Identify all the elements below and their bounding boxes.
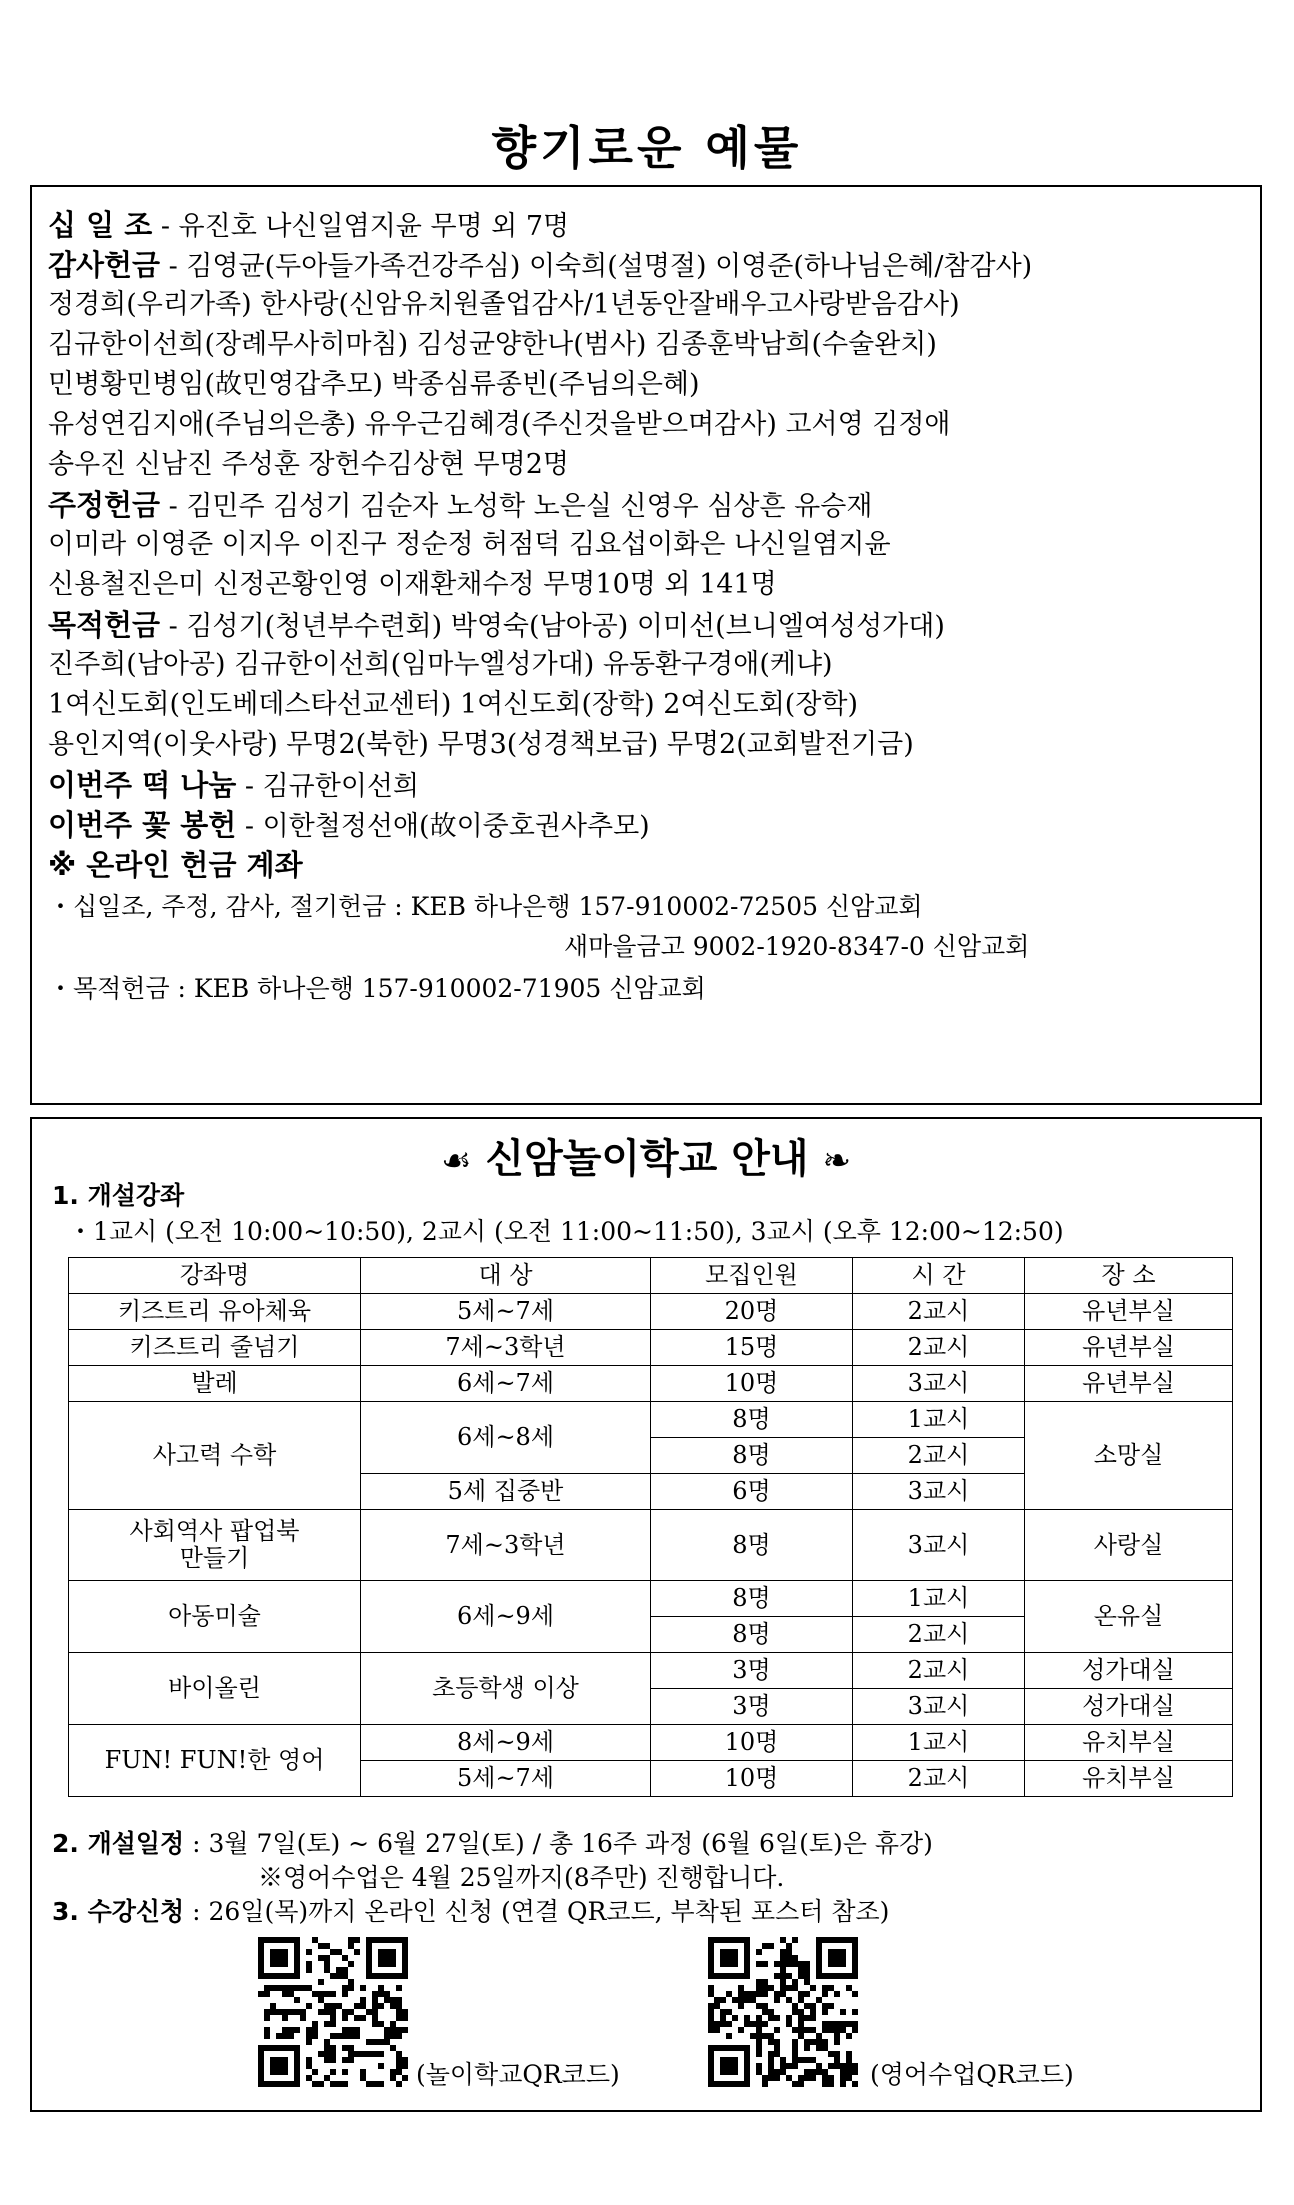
cell: 10명 [651, 1761, 853, 1797]
cell: 20명 [651, 1294, 853, 1330]
cell: 6세~7세 [361, 1366, 651, 1402]
cell: 성가대실 [1025, 1653, 1233, 1689]
header-time: 시 간 [853, 1258, 1025, 1294]
cell: 10명 [651, 1725, 853, 1761]
cell: 5세~7세 [361, 1294, 651, 1330]
cell: 1교시 [853, 1581, 1025, 1617]
cell: 5세 집중반 [361, 1474, 651, 1510]
cell: 8명 [651, 1402, 853, 1438]
rice-cake-line [48, 765, 1250, 807]
online-label: ※ 온라인 헌금 계좌 [48, 848, 303, 882]
weekly-text: - 김민주 김성기 김순자 노성학 노은실 신영우 심상흔 유승재 [160, 491, 873, 522]
section-1-number: 1. 개설강좌 [52, 1181, 185, 1210]
ornament-left-icon: ☙ [441, 1141, 472, 1181]
cell: 7세~3학년 [361, 1510, 651, 1581]
cell: 소망실 [1025, 1402, 1233, 1510]
cell: 6세~8세 [361, 1402, 651, 1474]
cell: 1교시 [853, 1725, 1025, 1761]
cell: 2교시 [853, 1617, 1025, 1653]
cell: 사고력 수학 [69, 1402, 361, 1510]
section-2-number: 2. 개설일정 [52, 1829, 185, 1858]
table-row [69, 1510, 1233, 1581]
course-table [68, 1257, 1233, 1797]
cell: 8명 [651, 1438, 853, 1474]
tithe-line [48, 205, 1250, 247]
cell: 8명 [651, 1581, 853, 1617]
table-row [69, 1366, 1233, 1402]
cell [69, 1510, 361, 1581]
page-title: 향기로운 예물 [491, 121, 803, 175]
cell: 유치부실 [1025, 1761, 1233, 1797]
table-row [69, 1581, 1233, 1617]
thanks-text: - 김영균(두아들가족건강주심) 이숙희(설명절) 이영준(하나님은혜/참감사) [160, 251, 1033, 282]
section-3-line [52, 1895, 889, 1929]
cell: 유치부실 [1025, 1725, 1233, 1761]
cell: 2교시 [853, 1330, 1025, 1366]
thanks-line: 송우진 신남진 주성훈 장헌수김상현 무명2명 [48, 449, 569, 480]
table-header-row [69, 1258, 1233, 1294]
cell: 5세~7세 [361, 1761, 651, 1797]
purpose-line: 용인지역(이웃사랑) 무명2(북한) 무명3(성경책보급) 무명2(교회발전기금) [48, 729, 914, 760]
cell: 3명 [651, 1689, 853, 1725]
cell: 8세~9세 [361, 1725, 651, 1761]
cell: 3교시 [853, 1689, 1025, 1725]
cell: 키즈트리 줄넘기 [69, 1330, 361, 1366]
table-row [69, 1653, 1233, 1689]
cell: 8명 [651, 1510, 853, 1581]
thanks-line: 유성연김지애(주님의은총) 유우근김혜경(주신것을받으며감사) 고서영 김정애 [48, 409, 951, 440]
section-2-line [52, 1827, 933, 1861]
cell: 발레 [69, 1366, 361, 1402]
header-target: 대 상 [361, 1258, 651, 1294]
cell: 2교시 [853, 1294, 1025, 1330]
qr-caption-school: (놀이학교QR코드) [416, 2060, 620, 2089]
purpose-line: 진주희(남아공) 김규한이선희(임마누엘성가대) 유동환구경애(케냐) [48, 649, 833, 680]
purpose-text: - 김성기(청년부수련회) 박영숙(남아공) 이미선(브니엘여성성가대) [160, 611, 945, 642]
cell-line: 사회역사 팝업북 [129, 1517, 300, 1545]
ornament-right-icon: ❧ [822, 1141, 851, 1181]
thanks-line: 민병황민병임(故민영갑추모) 박종심류종빈(주님의은혜) [48, 369, 700, 400]
school-title: 신암놀이학교 안내 [485, 1136, 809, 1182]
cell: 3명 [651, 1653, 853, 1689]
section-2-note: ※영어수업은 4월 25일까지(8주만) 진행합니다. [258, 1863, 785, 1892]
section-2-text: : 3월 7일(토) ~ 6월 27일(토) / 총 16주 과정 (6월 6일(토)은 휴강) [184, 1829, 933, 1858]
school-box [30, 1117, 1262, 2112]
cell: 사랑실 [1025, 1510, 1233, 1581]
cell: 6명 [651, 1474, 853, 1510]
rice-cake-text: - 김규한이선희 [236, 771, 420, 802]
table-row [69, 1294, 1233, 1330]
cell: 8명 [651, 1617, 853, 1653]
weekly-line: 신용철진은미 신정곤황인영 이재환채수정 무명10명 외 141명 [48, 569, 777, 600]
thanks-line [48, 245, 1250, 287]
cell: 키즈트리 유아체육 [69, 1294, 361, 1330]
tithe-label: 십 일 조 [48, 208, 153, 242]
offering-box [30, 185, 1262, 1105]
cell: 초등학생 이상 [361, 1653, 651, 1725]
table-row [69, 1725, 1233, 1761]
cell: 유년부실 [1025, 1330, 1233, 1366]
rice-cake-label: 이번주 떡 나눔 [48, 768, 237, 802]
header-place: 장 소 [1025, 1258, 1233, 1294]
purpose-line: 1여신도회(인도베데스타선교센터) 1여신도회(장학) 2여신도회(장학) [48, 689, 859, 720]
cell: 유년부실 [1025, 1294, 1233, 1330]
qr-caption-english: (영어수업QR코드) [870, 2060, 1074, 2089]
header-capacity: 모집인원 [651, 1258, 853, 1294]
qr-code-icon[interactable] [708, 1937, 858, 2087]
tithe-text: - 유진호 나신일염지윤 무명 외 7명 [152, 211, 570, 242]
cell: 아동미술 [69, 1581, 361, 1653]
thanks-line: 김규한이선희(장례무사히마침) 김성균양한나(범사) 김종훈박남희(수술완치) [48, 329, 937, 360]
section-3-number: 3. 수강신청 [52, 1897, 185, 1926]
online-account-1: ・십일조, 주정, 감사, 절기헌금 : KEB 하나은행 157-910002-72505 신암교회 [48, 892, 923, 921]
school-heading [32, 1127, 1260, 1184]
cell: 7세~3학년 [361, 1330, 651, 1366]
thanks-label: 감사헌금 [48, 248, 161, 282]
cell: 3교시 [853, 1510, 1025, 1581]
online-account-3: ・목적헌금 : KEB 하나은행 157-910002-71905 신암교회 [48, 974, 706, 1003]
purpose-label: 목적헌금 [48, 608, 161, 642]
cell: 바이올린 [69, 1653, 361, 1725]
flower-text: - 이한철정선애(故이중호권사추모) [236, 811, 650, 842]
cell-line: 만들기 [179, 1544, 250, 1572]
cell: 2교시 [853, 1761, 1025, 1797]
cell: 온유실 [1025, 1581, 1233, 1653]
cell: 6세~9세 [361, 1581, 651, 1653]
table-row [69, 1330, 1233, 1366]
cell: 2교시 [853, 1438, 1025, 1474]
weekly-line: 이미라 이영준 이지우 이진구 정순정 허점덕 김요섭이화은 나신일염지윤 [48, 529, 891, 560]
cell: FUN! FUN!한 영어 [69, 1725, 361, 1797]
cell: 유년부실 [1025, 1366, 1233, 1402]
section-3-text: : 26일(목)까지 온라인 신청 (연결 QR코드, 부착된 포스터 참조) [184, 1897, 890, 1926]
cell: 10명 [651, 1366, 853, 1402]
table-row [69, 1402, 1233, 1438]
section-1-heading [52, 1179, 184, 1213]
weekly-line [48, 485, 1250, 527]
online-label-line [48, 845, 1250, 887]
online-account-2: 새마을금고 9002-1920-8347-0 신암교회 [564, 932, 1030, 961]
thanks-line: 정경희(우리가족) 한사랑(신암유치원졸업감사/1년동안잘배우고사랑받음감사) [48, 289, 960, 320]
cell: 15명 [651, 1330, 853, 1366]
cell: 2교시 [853, 1653, 1025, 1689]
purpose-line [48, 605, 1250, 647]
flower-line [48, 805, 1250, 847]
cell: 3교시 [853, 1474, 1025, 1510]
header-course: 강좌명 [69, 1258, 361, 1294]
cell: 성가대실 [1025, 1689, 1233, 1725]
cell: 1교시 [853, 1402, 1025, 1438]
weekly-label: 주정헌금 [48, 488, 161, 522]
cell: 3교시 [853, 1366, 1025, 1402]
flower-label: 이번주 꽃 봉헌 [48, 808, 237, 842]
qr-code-icon[interactable] [258, 1937, 408, 2087]
section-1-periods: ・1교시 (오전 10:00~10:50), 2교시 (오전 11:00~11:50), 3교시 (오후 12:00~12:50) [68, 1217, 1064, 1246]
